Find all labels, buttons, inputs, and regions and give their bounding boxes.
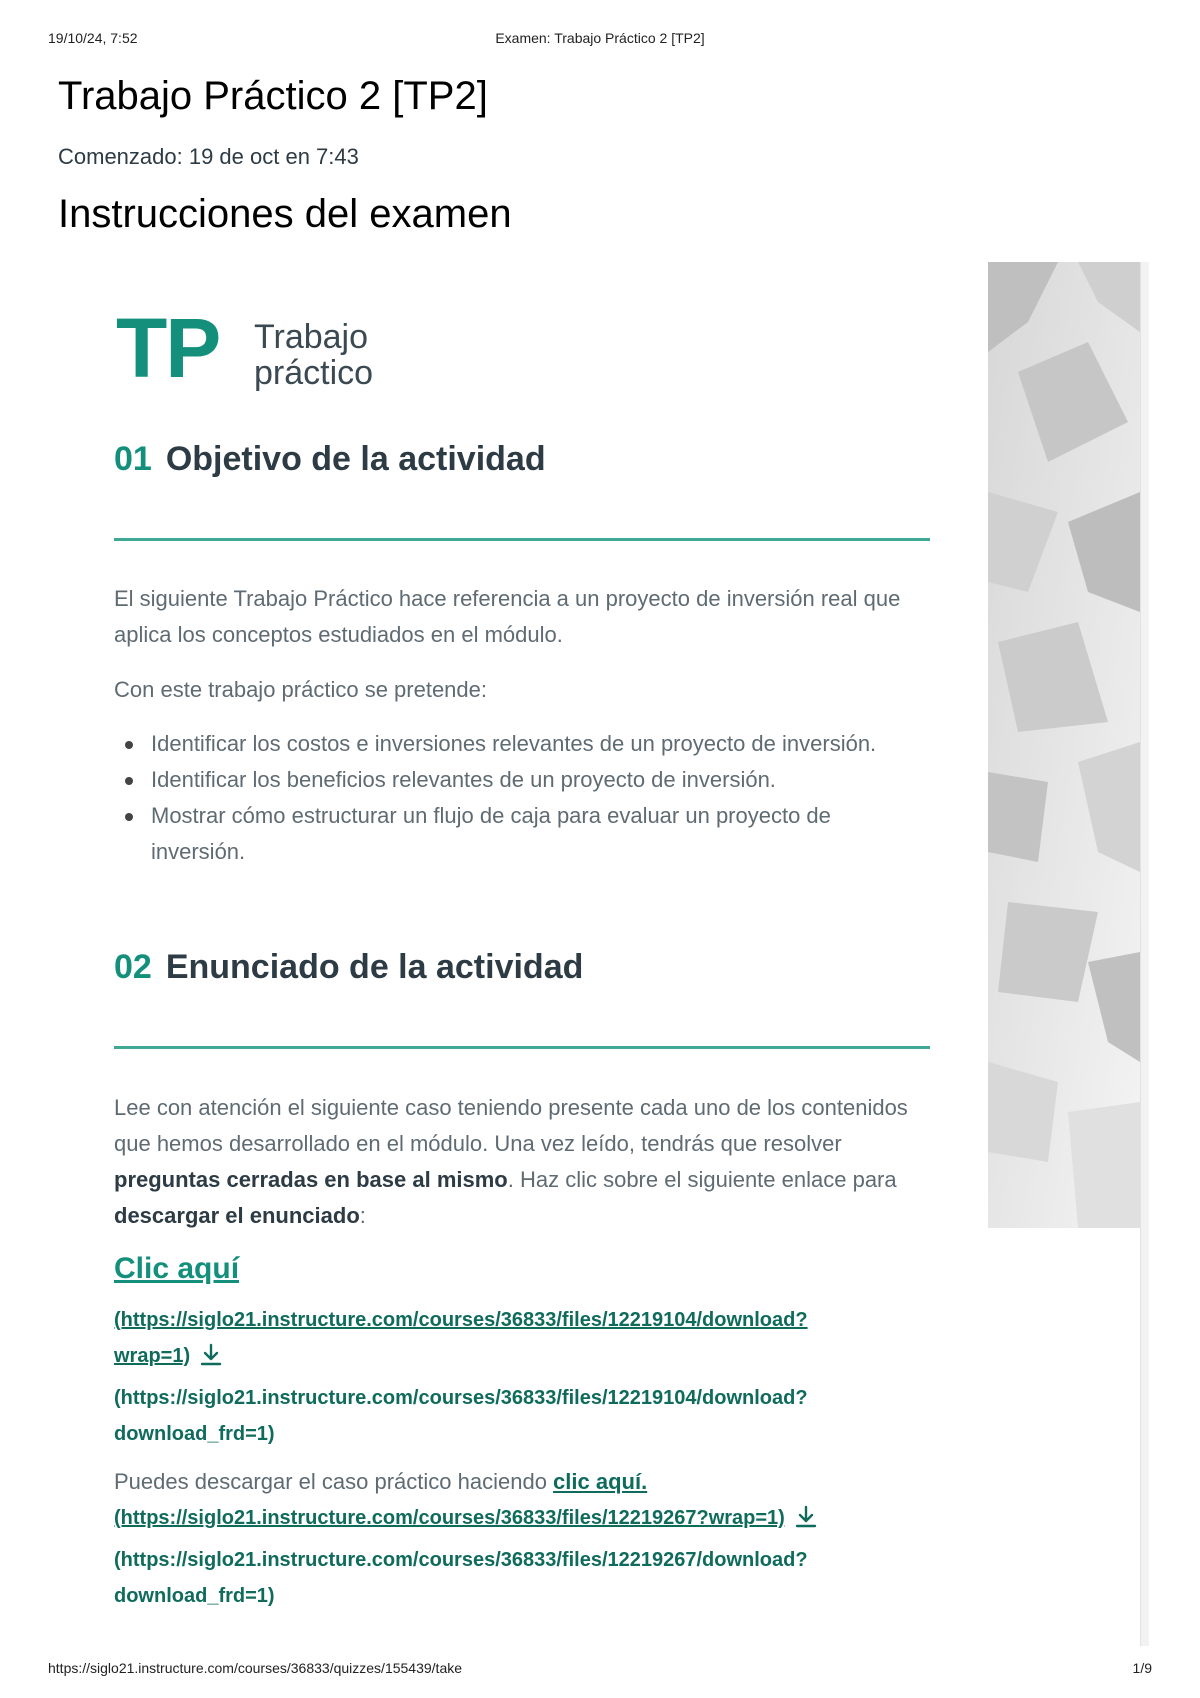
started-timestamp: Comenzado: 19 de oct en 7:43 (58, 144, 359, 169)
case-links (114, 1500, 934, 1614)
case-preview-link[interactable]: (https://siglo21.instructure.com/courses/36833/files/12219267?wrap=1) (114, 1507, 785, 1529)
case-download-link-cont[interactable]: download_frd=1) (114, 1585, 275, 1607)
architecture-graphic (988, 262, 1140, 1228)
case-download-link[interactable]: (https://siglo21.instructure.com/courses/36833/files/12219267/download? (114, 1549, 808, 1571)
print-header (48, 30, 1152, 50)
logo-mark: TP (116, 301, 220, 395)
list-item: Mostrar cómo estructurar un flujo de caja para evaluar un proyecto de inversión. (114, 798, 924, 870)
enunciado-preview-link-cont[interactable]: wrap=1) (114, 1345, 191, 1367)
logo-word-2: práctico (254, 354, 374, 392)
enunciado-preview-link[interactable]: (https://siglo21.instructure.com/courses/36833/files/12219104/download? (114, 1309, 808, 1331)
quiz-title: Trabajo Práctico 2 [TP2] (58, 74, 488, 118)
section-01-number: 01 (114, 440, 152, 478)
section-01-divider (114, 538, 930, 541)
case-text: Puedes descargar el caso práctico haciendo (114, 1469, 554, 1494)
list-item: Identificar los costos e inversiones relevantes de un proyecto de inversión. (114, 726, 924, 762)
aim-intro: Con este trabajo práctico se pretende: (114, 677, 488, 702)
download-icon[interactable] (793, 1504, 819, 1542)
enunciado-links (114, 1302, 934, 1452)
enunciado-download-link[interactable]: (https://siglo21.instructure.com/courses/36833/files/12219104/download? (114, 1387, 808, 1409)
objective-paragraph: El siguiente Trabajo Práctico hace referencia a un proyecto de inversión real que aplica los conceptos estudiados en el módulo. (114, 586, 901, 647)
statement-bold-1: preguntas cerradas en base al mismo (114, 1167, 508, 1192)
statement-text-3: : (359, 1203, 366, 1228)
list-item: Identificar los beneficios relevantes de un proyecto de inversión. (114, 762, 924, 798)
case-clic-aqui-link[interactable]: clic aquí. (553, 1469, 648, 1494)
print-date: 19/10/24, 7:52 (48, 30, 138, 46)
trabajo-practico-logo (116, 301, 416, 402)
page-scrollbar[interactable] (1140, 262, 1149, 1646)
section-02-title: Enunciado de la actividad (165, 948, 584, 986)
statement-paragraph (114, 1090, 914, 1234)
section-02-heading (114, 948, 583, 987)
statement-text-1: Lee con atención el siguiente caso teniendo presente cada uno de los contenidos que hemos desarrollado en el módulo. Una vez leído, tendrás que resolver (114, 1095, 908, 1156)
logo-word-1: Trabajo (254, 318, 369, 356)
instructions-heading: Instrucciones del examen (58, 192, 512, 236)
decorative-architecture-image (988, 262, 1140, 1228)
download-icon[interactable] (198, 1342, 224, 1380)
section-02-divider (114, 1046, 930, 1049)
enunciado-download-link-cont[interactable]: download_frd=1) (114, 1423, 275, 1445)
statement-bold-2: descargar el enunciado (114, 1203, 360, 1228)
section-02-number: 02 (114, 948, 152, 986)
print-footer (48, 1660, 1152, 1680)
page-number: 1/9 (1132, 1660, 1152, 1676)
clic-aqui-link[interactable]: Clic aquí (114, 1252, 240, 1285)
section-01-title: Objetivo de la actividad (165, 440, 546, 478)
print-url: https://siglo21.instructure.com/courses/36833/quizzes/155439/take (48, 1660, 463, 1676)
print-title: Examen: Trabajo Práctico 2 [TP2] (495, 30, 705, 46)
statement-text-2: . Haz clic sobre el siguiente enlace para (507, 1167, 897, 1192)
case-download-paragraph (114, 1464, 647, 1500)
section-01-heading (114, 440, 546, 479)
objectives-list (114, 726, 924, 870)
